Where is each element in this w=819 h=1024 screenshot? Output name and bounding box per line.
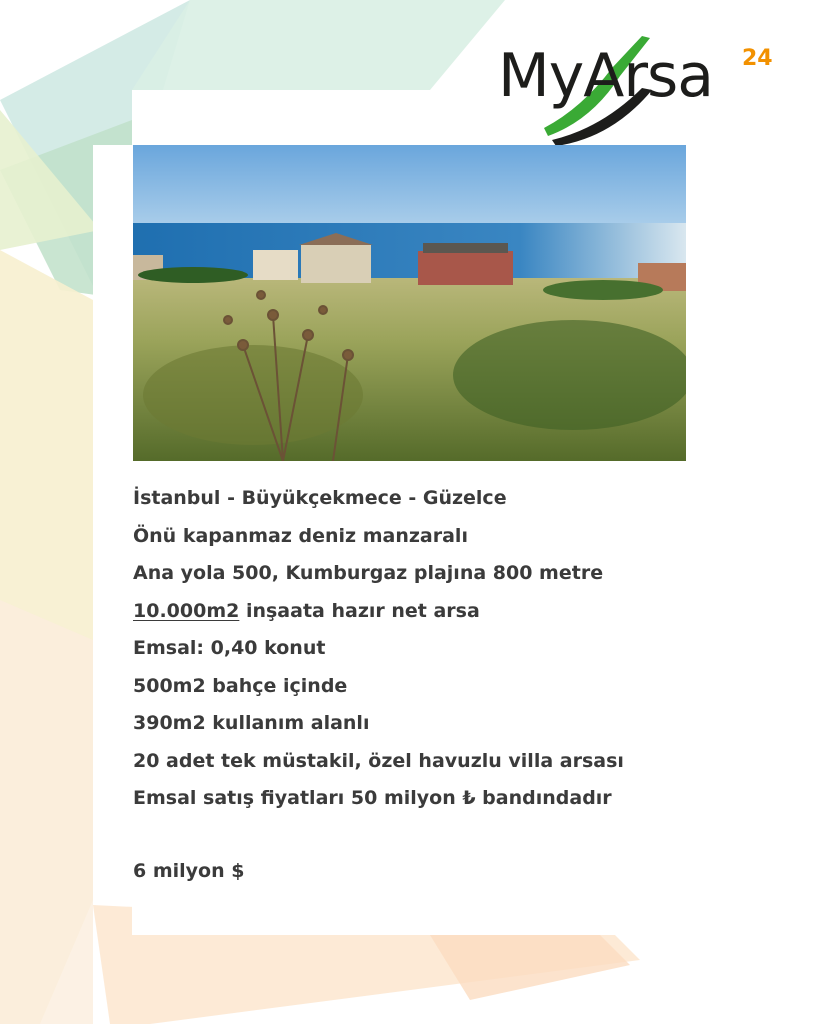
brand-logo [492, 28, 792, 148]
usage-text: 390m2 kullanım alanlı [133, 712, 370, 734]
garden-text: 500m2 bahçe içinde [133, 674, 348, 697]
area-value-link[interactable]: 10.000m2 [133, 599, 240, 622]
location-text: İstanbul - Büyükçekmece - Güzelce [133, 487, 507, 509]
logo-superscript: 24 [742, 46, 773, 71]
logo-wordmark: MyArsa [498, 41, 714, 111]
distance-text: Ana yola 500, Kumburgaz plajına 800 metre [133, 562, 604, 584]
emsal-text: Emsal: 0,40 konut [133, 637, 326, 659]
villas-text: 20 adet tek müstakil, özel havuzlu villa arsası [133, 749, 624, 772]
sales-text: Emsal satış fiyatları 50 milyon ₺ bandındadır [133, 787, 612, 809]
listing-photo [133, 145, 686, 461]
area-text [133, 593, 783, 631]
price-text: 6 milyon $ [133, 859, 245, 882]
view-text: Önü kapanmaz deniz manzaralı [133, 524, 468, 547]
area-description: inşaata hazır net arsa [239, 599, 480, 622]
listing-details [133, 480, 783, 890]
